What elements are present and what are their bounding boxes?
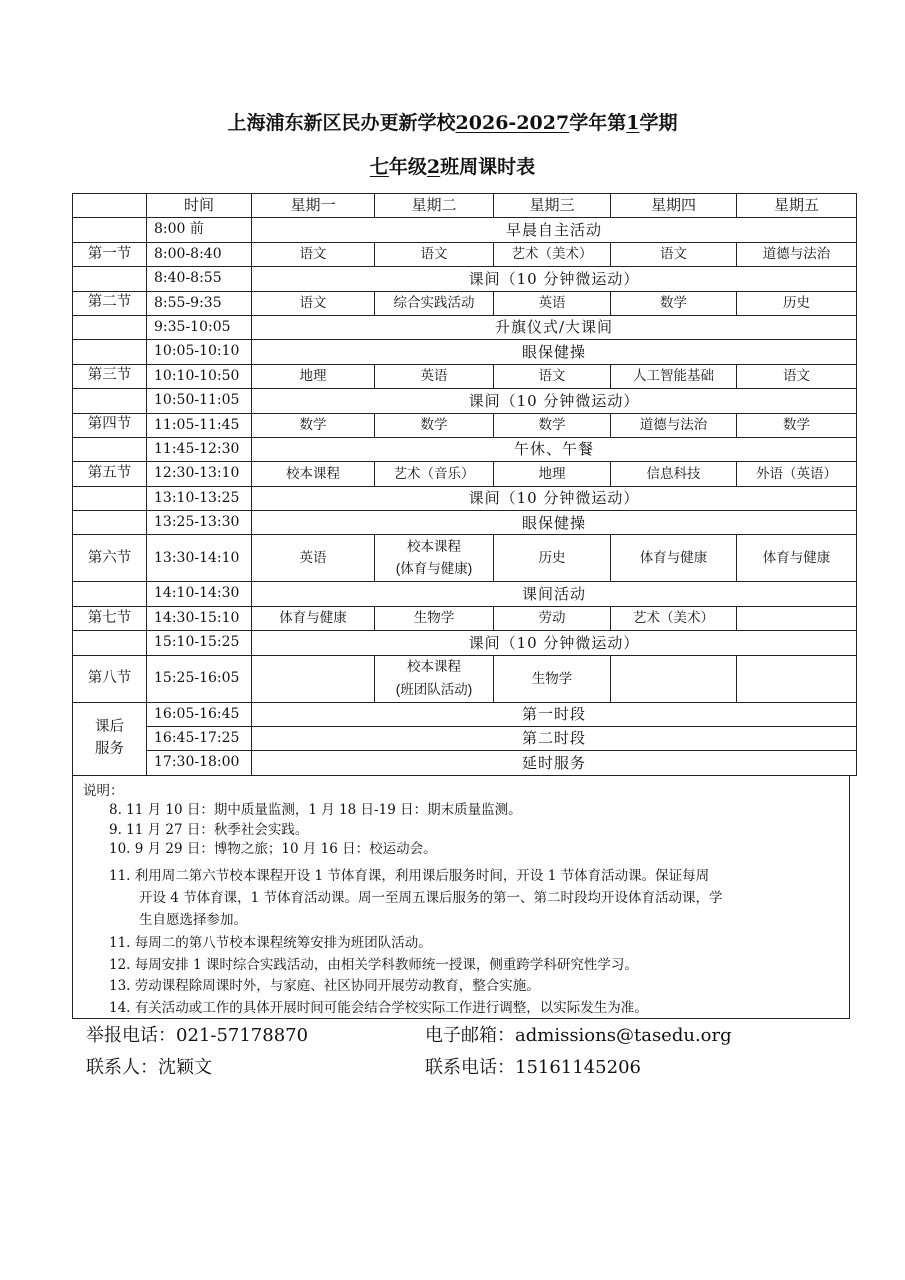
subject-cell: 道德与法治 [737,242,857,266]
period-cell [73,340,147,364]
header-corner [73,194,147,218]
activity-cell: 延时服务 [252,751,857,775]
table-row [73,702,857,726]
after-school-label: 服务 [95,740,124,757]
note-item: 14. 有关活动或工作的具体开展时间可能会结合学校实际工作进行调整，以实际发生为准。 [109,1000,648,1016]
period-cell [73,511,147,535]
period-cell: 第三节 [73,364,147,388]
activity-cell: 眼保健操 [252,340,857,364]
subject-line: 校本课程 [407,659,461,675]
contact-person: 联系人：沈颖文 [86,1057,212,1078]
table-row [73,727,857,751]
subject-cell: 语文 [737,364,857,388]
subject-cell: 信息科技 [611,462,737,486]
subject-cell: 数学 [737,413,857,437]
table-row [73,486,857,510]
table-row [73,606,857,630]
period-cell: 第二节 [73,291,147,315]
subject-cell: 历史 [494,535,611,582]
period-cell [73,486,147,510]
period-cell [73,437,147,461]
time-cell: 8:00 前 [147,218,252,242]
table-row [73,462,857,486]
activity-cell: 课间活动 [252,582,857,606]
time-cell: 13:25-13:30 [147,511,252,535]
contact-email: 电子邮箱：admissions@tasedu.org [425,1025,732,1046]
table-row [73,291,857,315]
time-cell: 15:25-16:05 [147,655,252,702]
note-item: 开设 4 节体育课，1 节体育活动课。周一至周五课后服务的第一、第二时段均开设体育活动课，学 [139,890,723,906]
note-item: 12. 每周安排 1 课时综合实践活动，由相关学科教师统一授课，侧重跨学科研究性学习。 [109,957,638,973]
subject-cell: 生物学 [494,655,611,702]
time-cell: 11:05-11:45 [147,413,252,437]
table-row [73,267,857,291]
header-thursday: 星期四 [611,194,737,218]
period-cell [73,267,147,291]
note-item: 11. 每周二的第八节校本课程统筹安排为班团队活动。 [109,935,432,951]
header-friday: 星期五 [737,194,857,218]
activity-cell: 第一时段 [252,702,857,726]
time-cell: 10:10-10:50 [147,364,252,388]
activity-cell: 午休、午餐 [252,437,857,461]
title-suffix: 学期 [639,112,678,134]
activity-cell: 眼保健操 [252,511,857,535]
subject-cell: 艺术（美术） [494,242,611,266]
activity-cell: 课间（10 分钟微运动） [252,486,857,510]
subject-cell: 体育与健康 [611,535,737,582]
subject-cell: 数学 [375,413,494,437]
subject-cell [252,655,375,702]
time-cell: 14:30-15:10 [147,606,252,630]
time-cell: 14:10-14:30 [147,582,252,606]
subtitle-suffix: 班周课时表 [440,156,536,178]
subject-cell [375,535,494,582]
period-cell [73,218,147,242]
note-item: 10. 9 月 29 日：博物之旅；10 月 16 日：校运动会。 [109,841,437,857]
subject-cell: 艺术（音乐） [375,462,494,486]
period-cell: 第五节 [73,462,147,486]
time-cell: 17:30-18:00 [147,751,252,775]
report-phone: 举报电话：021-57178870 [86,1025,309,1046]
period-cell [73,702,147,775]
time-cell: 8:55-9:35 [147,291,252,315]
activity-cell: 升旗仪式/大课间 [252,315,857,339]
time-cell: 16:45-17:25 [147,727,252,751]
time-cell: 11:45-12:30 [147,437,252,461]
note-item: 11. 利用周二第六节校本课程开设 1 节体育课，利用课后服务时间，开设 1 节体育活动课。保证每周 [109,868,710,884]
subject-cell: 语文 [375,242,494,266]
table-row [73,582,857,606]
header-wednesday: 星期三 [494,194,611,218]
subject-cell: 数学 [494,413,611,437]
page-title [0,108,905,135]
subject-line: (体育与健康) [395,561,473,577]
table-row [73,751,857,775]
period-cell [73,582,147,606]
subject-cell: 英语 [252,535,375,582]
notes-heading: 说明： [83,783,124,799]
period-cell [73,631,147,655]
activity-cell: 早晨自主活动 [252,218,857,242]
time-cell: 8:40-8:55 [147,267,252,291]
header-tuesday: 星期二 [375,194,494,218]
subject-cell [611,655,737,702]
header-time: 时间 [147,194,252,218]
title-mid: 学年第 [569,112,627,134]
table-row [73,315,857,339]
table-row [73,631,857,655]
note-item: 13. 劳动课程除周课时外，与家庭、社区协同开展劳动教育，整合实施。 [109,978,540,994]
activity-cell: 课间（10 分钟微运动） [252,631,857,655]
page-subtitle [0,152,905,179]
contact-phone: 联系电话：15161145206 [425,1057,641,1078]
subtitle-grade: 七 [369,156,389,178]
time-cell: 15:10-15:25 [147,631,252,655]
period-cell [73,389,147,413]
subject-cell: 语文 [494,364,611,388]
subject-cell: 综合实践活动 [375,291,494,315]
time-cell: 10:05-10:10 [147,340,252,364]
subject-cell: 外语（英语） [737,462,857,486]
activity-cell: 课间（10 分钟微运动） [252,267,857,291]
note-item: 9. 11 月 27 日：秋季社会实践。 [109,821,309,838]
subject-cell: 体育与健康 [737,535,857,582]
subject-cell: 英语 [494,291,611,315]
note-item: 生自愿选择参加。 [139,912,247,928]
time-cell: 10:50-11:05 [147,389,252,413]
period-cell: 第七节 [73,606,147,630]
time-cell: 9:35-10:05 [147,315,252,339]
subject-cell: 劳动 [494,606,611,630]
activity-cell: 课间（10 分钟微运动） [252,389,857,413]
subtitle-mid: 年级 [388,156,427,178]
table-row [73,413,857,437]
note-item: 8. 11 月 10 日：期中质量监测，1 月 18 日-19 日：期末质量监测。 [109,802,522,818]
subject-cell: 数学 [252,413,375,437]
title-school: 上海浦东新区民办更新学校 [227,112,456,134]
table-row [73,655,857,702]
subject-cell: 地理 [252,364,375,388]
table-row [73,535,857,582]
subject-cell: 道德与法治 [611,413,737,437]
table-row [73,364,857,388]
period-cell: 第六节 [73,535,147,582]
subject-cell: 英语 [375,364,494,388]
time-cell: 13:30-14:10 [147,535,252,582]
subject-line: (班团队活动) [395,681,473,697]
subject-cell: 生物学 [375,606,494,630]
subject-cell: 体育与健康 [252,606,375,630]
title-term: 1 [626,112,640,134]
subject-cell: 语文 [252,242,375,266]
subject-cell: 校本课程 [252,462,375,486]
period-cell: 第一节 [73,242,147,266]
table-row [73,389,857,413]
period-cell [73,315,147,339]
subject-cell: 历史 [737,291,857,315]
subtitle-class: 2 [426,156,441,178]
notes-box [72,776,850,1019]
subject-line: 校本课程 [407,539,461,555]
header-row [73,194,857,218]
activity-cell: 第二时段 [252,727,857,751]
header-monday: 星期一 [252,194,375,218]
subject-cell: 数学 [611,291,737,315]
time-cell: 16:05-16:45 [147,702,252,726]
subject-cell: 艺术（美术） [611,606,737,630]
time-cell: 8:00-8:40 [147,242,252,266]
subject-cell: 人工智能基础 [611,364,737,388]
subject-cell [737,655,857,702]
subject-cell [737,606,857,630]
after-school-label: 课后 [95,718,124,735]
period-cell: 第八节 [73,655,147,702]
subject-cell [375,655,494,702]
timetable [72,193,857,776]
subject-cell: 语文 [611,242,737,266]
subject-cell: 语文 [252,291,375,315]
table-row [73,218,857,242]
table-row [73,242,857,266]
subject-cell: 地理 [494,462,611,486]
table-row [73,511,857,535]
time-cell: 13:10-13:25 [147,486,252,510]
time-cell: 12:30-13:10 [147,462,252,486]
table-row [73,340,857,364]
table-row [73,437,857,461]
title-years: 2026-2027 [455,112,570,134]
period-cell: 第四节 [73,413,147,437]
